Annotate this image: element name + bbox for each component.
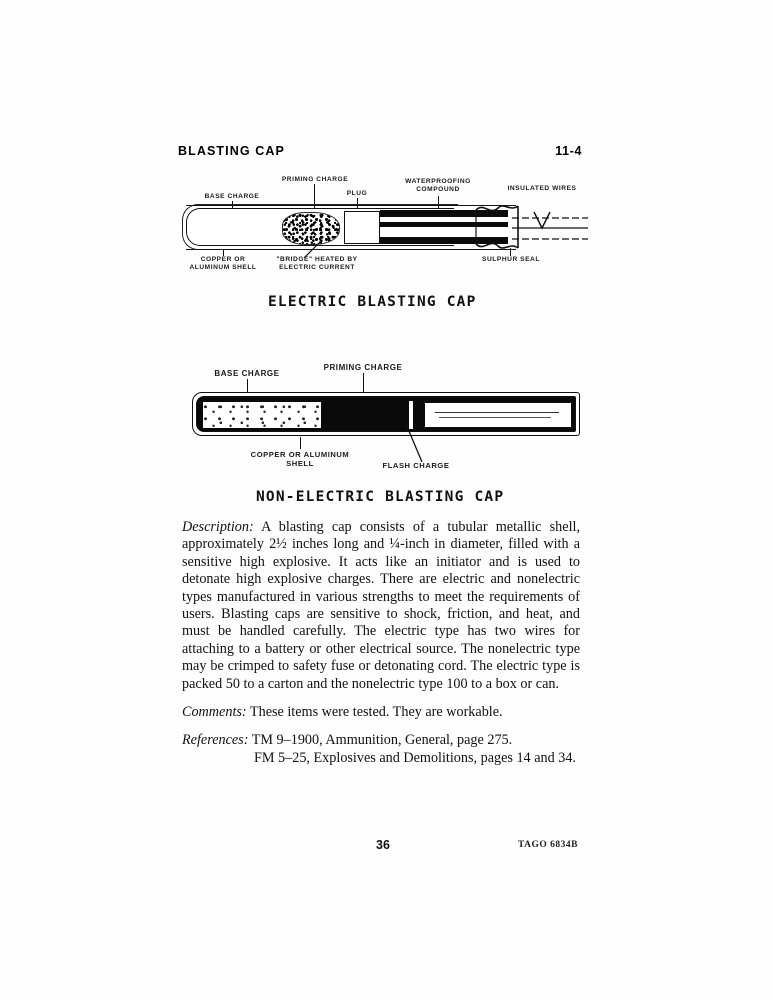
label-base-charge-non-electric: BASE CHARGE bbox=[214, 369, 280, 378]
label-base-charge-electric: BASE CHARGE bbox=[204, 193, 260, 200]
description-paragraph bbox=[182, 519, 580, 693]
leader-bridge-heated bbox=[300, 240, 324, 258]
label-sulphur-seal: SULPHUR SEAL bbox=[482, 256, 540, 263]
non-electric-cap-hollow-section bbox=[425, 403, 571, 427]
label-plug: PLUG bbox=[346, 190, 368, 197]
body-text bbox=[182, 519, 580, 778]
leader-copper-shell-electric bbox=[223, 250, 224, 256]
label-waterproofing-compound: WATERPROOFING COMPOUND bbox=[405, 178, 471, 194]
label-copper-or-aluminum-shell-electric: COPPER OR ALUMINUM SHELL bbox=[189, 256, 257, 272]
references-label: References: bbox=[182, 732, 249, 749]
electric-cap-plug bbox=[344, 211, 380, 244]
comments-text: These items were tested. They are workable. bbox=[246, 704, 503, 721]
label-insulated-wires: INSULATED WIRES bbox=[507, 185, 577, 192]
label-copper-or-aluminum-shell-non-electric: COPPER OR ALUMINUM SHELL bbox=[250, 450, 350, 469]
non-electric-cap-interior bbox=[196, 396, 576, 432]
references-paragraph bbox=[182, 732, 580, 767]
electric-cap-shell-top-line bbox=[186, 205, 516, 206]
label-priming-charge-electric: PRIMING CHARGE bbox=[281, 176, 349, 183]
leader-copper-shell-non-electric bbox=[300, 437, 301, 449]
label-bridge-heated: "BRIDGE" HEATED BY ELECTRIC CURRENT bbox=[276, 256, 358, 272]
label-flash-charge: FLASH CHARGE bbox=[382, 461, 450, 470]
references-line-2: FM 5–25, Explosives and Demolitions, pages 14 and 34. bbox=[254, 749, 576, 766]
non-electric-cap-base-charge bbox=[203, 402, 321, 428]
page-code: 11-4 bbox=[555, 144, 582, 158]
references-line-1: TM 9–1900, Ammunition, General, page 275. bbox=[248, 732, 513, 749]
description-text: A blasting cap consists of a tubular metallic shell, approximately 2½ inches long and ¼-inch in diameter, filled with a sensitive high explosive. It acts like an initiator and is used to detonate high explosive charges. There are electric and nonelectric types manufactured in various strengths to meet the requirements of users. Blasting caps are sensitive to shock, friction, and heat, and must be handled carefully. The electric type has two wires for attaching to a battery or other electrical source. The nonelectric type may be crimped to safety fuse or detonating cord. The electric type is packed 50 to a carton and the nonelectric type 100 to a box or can. bbox=[182, 519, 580, 692]
label-priming-charge-non-electric: PRIMING CHARGE bbox=[323, 363, 403, 372]
page-title: BLASTING CAP bbox=[178, 144, 285, 158]
comments-label: Comments: bbox=[182, 704, 247, 721]
comments-paragraph bbox=[182, 704, 580, 721]
electric-cap-shell-bottom-line bbox=[186, 249, 516, 250]
footer-page-number: 36 bbox=[376, 838, 390, 852]
page-header bbox=[178, 144, 582, 158]
footer-document-code: TAGO 6834B bbox=[518, 840, 578, 850]
caption-electric-blasting-cap: ELECTRIC BLASTING CAP bbox=[268, 294, 477, 310]
electric-cap-insulated-wires bbox=[512, 206, 588, 252]
leader-flash-charge bbox=[404, 424, 426, 462]
leader-sulphur-seal bbox=[510, 248, 511, 256]
description-label: Description: bbox=[182, 519, 254, 535]
caption-non-electric-blasting-cap: NON-ELECTRIC BLASTING CAP bbox=[256, 489, 505, 505]
